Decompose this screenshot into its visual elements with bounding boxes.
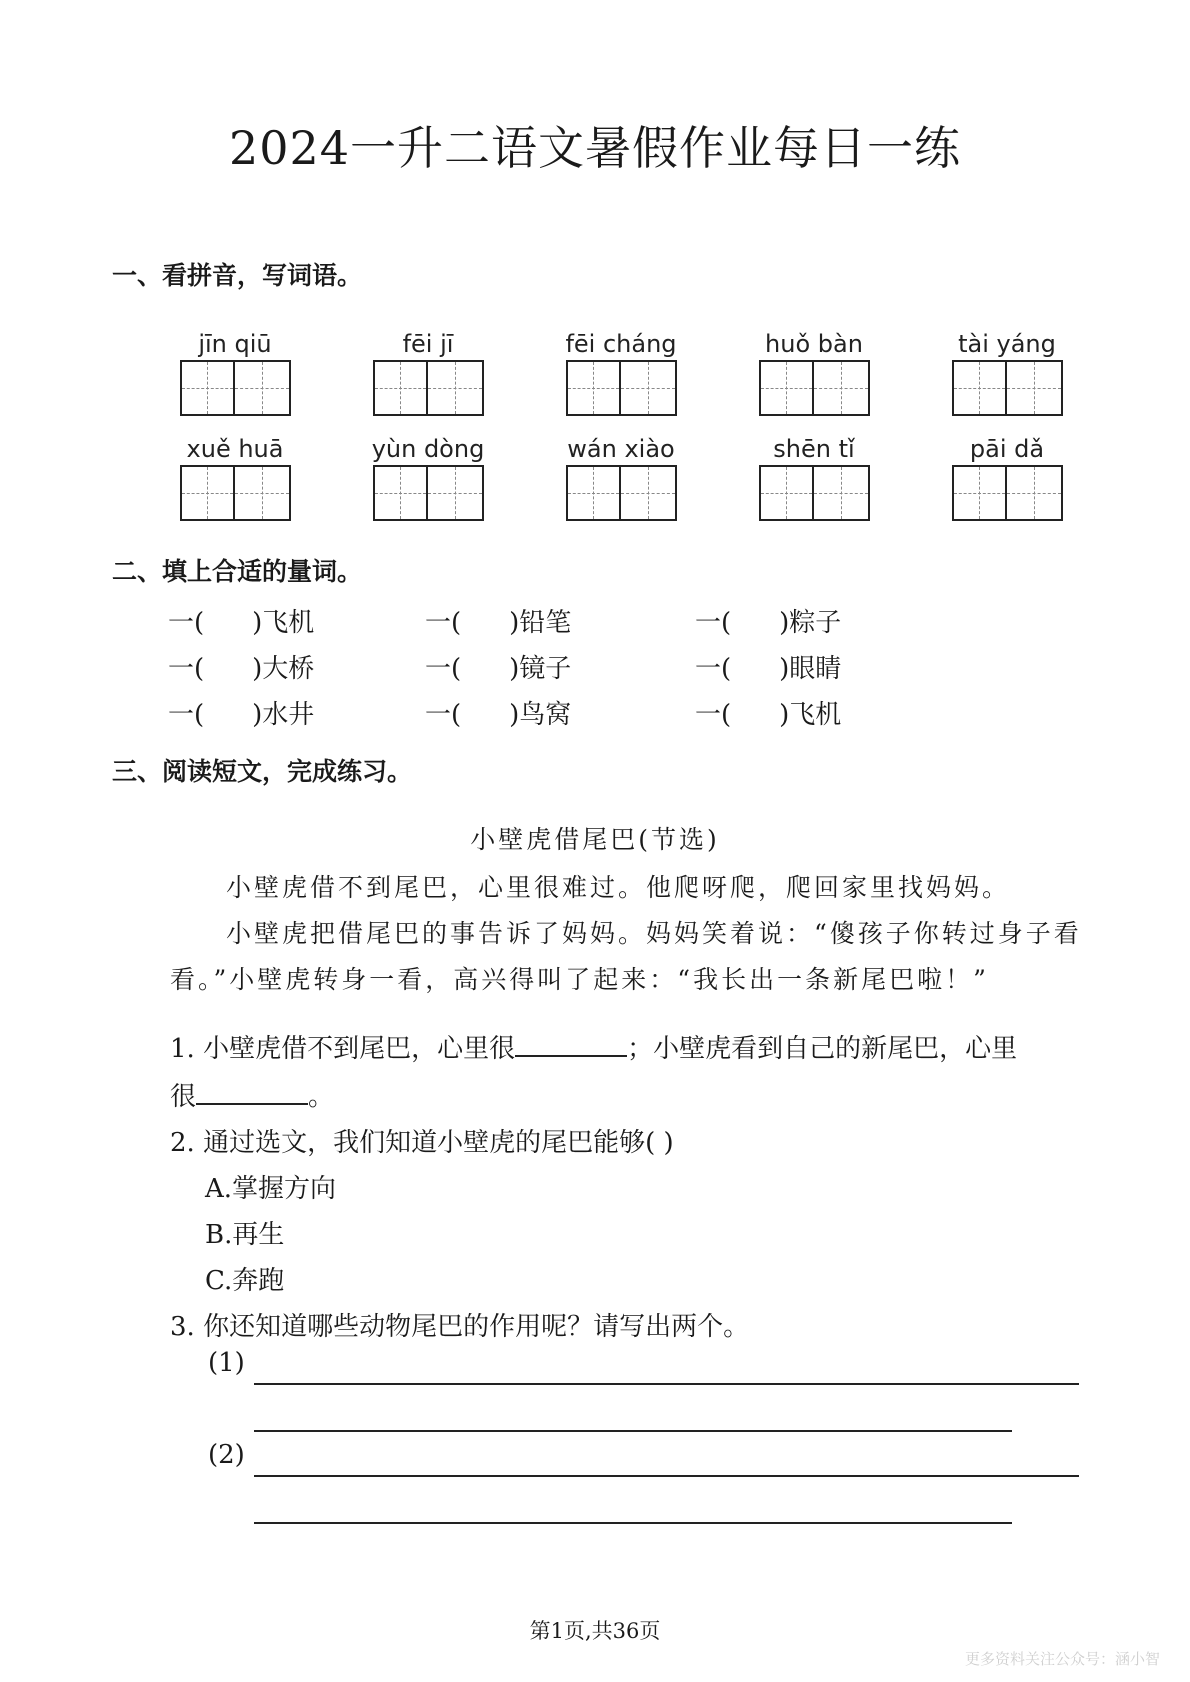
- passage-paragraph: 小壁虎把借尾巴的事告诉了妈妈。妈妈笑着说：“傻孩子你转过身子看: [226, 919, 1082, 948]
- writing-grid[interactable]: [917, 465, 1097, 521]
- writing-grid[interactable]: [531, 360, 711, 416]
- page-footer: 第1页,共36页: [529, 1619, 661, 1643]
- watermark: 更多资料关注公众号：涵小智: [964, 1650, 1160, 1668]
- pinyin-text: fēi jī: [402, 330, 454, 358]
- section-1-heading: 一、看拼音，写词语。: [112, 261, 363, 290]
- pinyin-item: [531, 433, 711, 521]
- pinyin-text: shēn tǐ: [773, 435, 855, 463]
- writing-grid[interactable]: [724, 465, 904, 521]
- answer-label-2: (2): [208, 1440, 245, 1470]
- pinyin-item: [338, 433, 518, 521]
- measure-word-item[interactable]: 一( )铅笔: [425, 608, 572, 638]
- writing-grid[interactable]: [338, 465, 518, 521]
- measure-word-item[interactable]: 一( )鸟窝: [425, 700, 572, 730]
- pinyin-text: tài yáng: [958, 330, 1056, 358]
- pinyin-item: [917, 328, 1097, 416]
- answer-blank[interactable]: [196, 1079, 308, 1105]
- measure-word-item[interactable]: 一( )眼睛: [695, 654, 842, 684]
- question-1-continued: 很 。: [170, 1076, 334, 1113]
- answer-line[interactable]: [254, 1383, 1079, 1385]
- pinyin-text: xuě huā: [186, 435, 284, 463]
- writing-grid[interactable]: [917, 360, 1097, 416]
- section-3-heading: 三、阅读短文，完成练习。: [112, 757, 413, 786]
- option-b[interactable]: B.再生: [205, 1220, 285, 1250]
- writing-grid[interactable]: [724, 360, 904, 416]
- pinyin-item: [724, 433, 904, 521]
- measure-word-item[interactable]: 一( )飞机: [695, 700, 842, 730]
- section-2-heading: 二、填上合适的量词。: [112, 557, 363, 586]
- answer-label-1: (1): [208, 1348, 245, 1378]
- pinyin-item: [145, 328, 325, 416]
- pinyin-text: jīn qiū: [198, 330, 272, 358]
- pinyin-item: [145, 433, 325, 521]
- pinyin-item: [338, 328, 518, 416]
- passage-paragraph: 看。”小壁虎转身一看，高兴得叫了起来：“我长出一条新尾巴啦！”: [170, 965, 989, 994]
- question-3: 3. 你还知道哪些动物尾巴的作用呢？请写出两个。: [170, 1312, 750, 1342]
- question-2: 2. 通过选文，我们知道小壁虎的尾巴能够( ): [170, 1128, 674, 1158]
- pinyin-item: [724, 328, 904, 416]
- question-1: 1. 小壁虎借不到尾巴，心里很 ；小壁虎看到自己的新尾巴，心里: [170, 1028, 1017, 1065]
- pinyin-item: [531, 328, 711, 416]
- answer-line[interactable]: [254, 1475, 1079, 1477]
- option-a[interactable]: A.掌握方向: [205, 1174, 337, 1204]
- page-title: 2024一升二语文暑假作业每日一练: [228, 121, 962, 175]
- answer-line[interactable]: [254, 1522, 1012, 1524]
- measure-word-item[interactable]: 一( )飞机: [168, 608, 315, 638]
- writing-grid[interactable]: [531, 465, 711, 521]
- measure-word-item[interactable]: 一( )大桥: [168, 654, 315, 684]
- writing-grid[interactable]: [338, 360, 518, 416]
- answer-blank[interactable]: [515, 1031, 627, 1057]
- pinyin-text: wán xiào: [567, 435, 675, 463]
- measure-word-item[interactable]: 一( )粽子: [695, 608, 842, 638]
- writing-grid[interactable]: [145, 465, 325, 521]
- pinyin-item: [917, 433, 1097, 521]
- pinyin-text: pāi dǎ: [969, 435, 1045, 463]
- measure-word-item[interactable]: 一( )水井: [168, 700, 315, 730]
- pinyin-text: yùn dòng: [371, 435, 485, 463]
- option-c[interactable]: C.奔跑: [205, 1266, 285, 1296]
- passage-paragraph: 小壁虎借不到尾巴，心里很难过。他爬呀爬，爬回家里找妈妈。: [226, 873, 1011, 902]
- pinyin-text: fēi cháng: [565, 330, 677, 358]
- measure-word-item[interactable]: 一( )镜子: [425, 654, 572, 684]
- passage-title: 小壁虎借尾巴(节选): [470, 825, 720, 854]
- answer-line[interactable]: [254, 1430, 1012, 1432]
- pinyin-text: huǒ bàn: [765, 330, 863, 358]
- writing-grid[interactable]: [145, 360, 325, 416]
